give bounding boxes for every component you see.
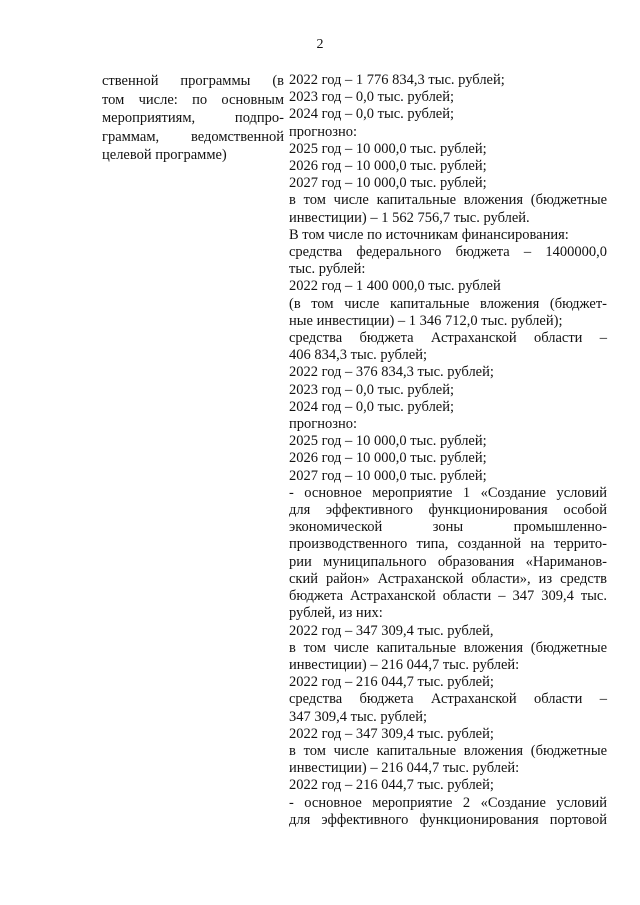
text-line: инвестиции) – 216 044,7 тыс. рублей: (289, 760, 520, 777)
text-line: 2022 год – 376 834,3 тыс. рублей; (289, 364, 494, 381)
text-line: В том числе по источникам финансирования: (289, 226, 569, 243)
text-line: 2024 год – 0,0 тыс. рублей; (289, 106, 455, 123)
text-line: 2022 год – 347 309,4 тыс. рублей, (289, 622, 494, 639)
text-line: - основное мероприятие 1 «Создание условий (289, 484, 607, 501)
text-line: 2026 год – 10 000,0 тыс. рублей; (289, 450, 487, 467)
text-line: 2025 год – 10 000,0 тыс. рублей; (289, 433, 487, 450)
text-line: 2027 год – 10 000,0 тыс. рублей; (289, 175, 487, 192)
text-line: 2022 год – 216 044,7 тыс. рублей; (289, 777, 494, 794)
text-line: в том числе капитальные вложения (бюджетные (289, 192, 607, 209)
text-line: в том числе капитальные вложения (бюджетные (289, 742, 607, 759)
text-line: 2022 год – 1 400 000,0 тыс. рублей (289, 278, 501, 295)
text-line: 2025 год – 10 000,0 тыс. рублей; (289, 140, 487, 157)
table-right-cell (289, 72, 607, 829)
text-line: 2027 год – 10 000,0 тыс. рублей; (289, 467, 487, 484)
page-number: 2 (316, 37, 324, 52)
text-line: производственного типа, созданной на террито- (289, 536, 607, 553)
left-line: том числе: по основным (102, 91, 284, 108)
text-line: рии муниципального образования «Нариманов- (289, 553, 607, 570)
text-line: инвестиции) – 1 562 756,7 тыс. рублей. (289, 209, 530, 226)
text-line: ные инвестиции) – 1 346 712,0 тыс. рублей); (289, 312, 563, 329)
text-line: экономической зоны промышленно- (289, 519, 607, 536)
text-line: инвестиции) – 216 044,7 тыс. рублей: (289, 656, 520, 673)
text-line: средства федерального бюджета – 1400000,0 (289, 244, 607, 261)
text-line: (в том числе капитальные вложения (бюджет- (289, 295, 607, 312)
text-line: для эффективного функционирования особой (289, 502, 607, 519)
left-line: ственной программы (в (102, 73, 284, 89)
text-line: прогнозно: (289, 123, 357, 140)
text-line: 347 309,4 тыс. рублей; (289, 708, 427, 725)
text-line: рублей, из них: (289, 605, 383, 622)
text-line: 2022 год – 347 309,4 тыс. рублей; (289, 725, 494, 742)
text-line: прогнозно: (289, 416, 357, 433)
text-line: средства бюджета Астраханской области – (289, 691, 607, 708)
text-line: 2022 год – 1 776 834,3 тыс. рублей; (289, 72, 505, 88)
text-line: 2026 год – 10 000,0 тыс. рублей; (289, 158, 487, 175)
text-line: 2024 год – 0,0 тыс. рублей; (289, 398, 455, 415)
text-line: - основное мероприятие 2 «Создание условий (289, 794, 607, 811)
text-line: 406 834,3 тыс. рублей; (289, 347, 427, 364)
text-line: ский район» Астраханской области», из средств (289, 570, 607, 587)
text-line: тыс. рублей: (289, 261, 366, 278)
text-line: 2023 год – 0,0 тыс. рублей; (289, 89, 455, 106)
left-line: целевой программе) (102, 147, 227, 163)
text-line: средства бюджета Астраханской области – (289, 330, 607, 347)
text-line: 2022 год – 216 044,7 тыс. рублей; (289, 674, 494, 691)
text-line: для эффективного функционирования портовой (289, 811, 607, 828)
table-left-cell (102, 72, 284, 165)
text-line: в том числе капитальные вложения (бюджетные (289, 639, 607, 656)
left-line: граммам, ведомственной (102, 128, 284, 145)
text-line: 2023 год – 0,0 тыс. рублей; (289, 381, 455, 398)
text-line: бюджета Астраханской области – 347 309,4 тыс. (289, 588, 607, 605)
left-line: мероприятиям, подпро- (102, 110, 284, 126)
